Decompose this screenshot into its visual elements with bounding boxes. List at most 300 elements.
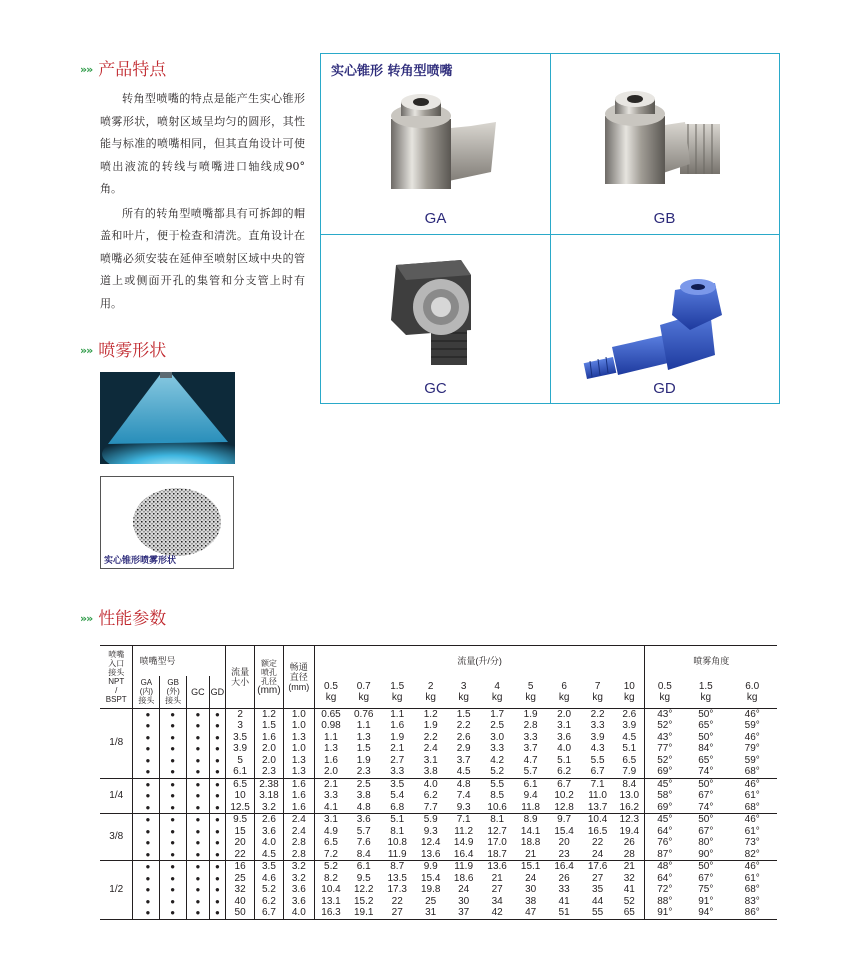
flow-cell: 1.3 [356, 731, 371, 743]
flow-cell: 12.7 [487, 825, 507, 837]
flow-cell: 7.9 [614, 766, 645, 778]
model-availability-dot: ● [160, 837, 187, 849]
angle-cell: 45° [657, 778, 673, 790]
model-availability-dot: ● [160, 814, 187, 826]
angle-cell: 45° [657, 814, 673, 825]
orifice-cell: 4.0 [255, 837, 284, 849]
section-title-text: 产品特点 [98, 60, 167, 80]
angle-cell: 74° [698, 766, 714, 777]
size-cell: 6.1 [226, 766, 255, 778]
model-availability-dot: ● [209, 873, 225, 885]
flow-cell: 9.5 [356, 872, 371, 884]
angle-cell: 43° [657, 708, 673, 720]
table-row [100, 907, 777, 919]
header-gd: GD [209, 676, 225, 708]
table-row [100, 732, 777, 744]
model-availability-dot: ● [133, 766, 160, 778]
angle-cell: 65° [698, 720, 714, 731]
flow-cell: 2.2 [423, 731, 438, 743]
flow-cell: 18.6 [453, 872, 474, 884]
flow-cell: 8.7 [390, 861, 405, 872]
angle-cell: 72° [657, 884, 673, 895]
angle-cell: 87° [657, 848, 673, 860]
flow-cell: 8.1 [490, 814, 505, 825]
size-cell: 9.5 [226, 814, 255, 826]
header-model: 喷嘴型号 [133, 646, 226, 677]
flow-cell: 55 [592, 907, 604, 918]
model-availability-dot: ● [160, 708, 187, 720]
angle-cell: 46° [744, 731, 760, 743]
flow-cell: 5.7 [356, 825, 371, 837]
model-availability-dot: ● [160, 743, 187, 755]
header-ga: GA (内) 接头 [133, 676, 160, 708]
nozzle-gb-image [550, 54, 779, 234]
model-availability-dot: ● [160, 802, 187, 814]
model-availability-dot: ● [133, 873, 160, 885]
angle-cell: 68° [744, 766, 760, 777]
flow-cell: 4.8 [456, 778, 471, 790]
flow-cell: 31 [425, 907, 437, 918]
flow-cell: 37 [458, 907, 470, 918]
flow-cell: 47 [525, 907, 537, 918]
inlet-size-cell: 1/4 [100, 778, 133, 814]
header-flow-pressure: 5 kg [525, 680, 536, 703]
passage-cell: 3.2 [283, 873, 314, 885]
table-row [100, 837, 777, 849]
angle-cell: 67° [698, 825, 714, 837]
passage-cell: 1.0 [283, 720, 314, 732]
angle-cell: 65° [698, 754, 714, 766]
model-availability-dot: ● [133, 778, 160, 790]
angle-cell: 46° [744, 708, 760, 720]
model-availability-dot: ● [133, 802, 160, 814]
product-gb [550, 54, 779, 234]
passage-cell: 1.6 [283, 778, 314, 790]
flow-cell: 5.1 [557, 754, 572, 766]
flow-cell: 1.9 [390, 731, 405, 743]
angle-cell: 75° [698, 884, 714, 895]
section-arrows-icon: »» [80, 344, 93, 357]
flow-cell: 13.5 [387, 872, 407, 884]
header-angle-pressure: 1.5 kg [698, 680, 713, 703]
flow-cell: 10.8 [387, 837, 407, 848]
flow-cell: 3.7 [456, 754, 471, 766]
model-availability-dot: ● [133, 755, 160, 767]
flow-cell: 4.3 [590, 743, 605, 754]
section-title-features [80, 55, 166, 80]
angle-cell: 50° [698, 778, 714, 790]
flow-cell: 2.6 [456, 731, 471, 743]
flow-cell: 5.1 [614, 743, 645, 755]
orifice-cell: 2.0 [255, 755, 284, 767]
flow-cell: 18.7 [487, 848, 507, 860]
angle-cell: 59° [744, 754, 760, 766]
flow-cell: 2.4 [423, 743, 438, 754]
model-availability-dot: ● [187, 884, 210, 896]
model-availability-dot: ● [160, 790, 187, 802]
flow-cell: 4.9 [324, 825, 338, 837]
header-inlet: 喷嘴 入口 接头 NPT / BSPT [100, 646, 133, 709]
flow-cell: 23 [558, 848, 570, 860]
flow-cell: 3.1 [324, 814, 338, 825]
header-flow-pressure: 1.5 kg [390, 680, 405, 703]
product-grid [320, 53, 780, 404]
table-row [100, 743, 777, 755]
flow-cell: 8.5 [490, 790, 505, 801]
section-arrows-icon: »» [80, 612, 93, 625]
flow-cell: 7.7 [423, 801, 438, 813]
header-flow-pressure: 7 kg [592, 680, 603, 703]
flow-cell: 1.6 [390, 720, 405, 731]
angle-cell: 86° [744, 907, 760, 918]
spray-photo [100, 372, 235, 464]
angle-cell: 43° [657, 731, 673, 743]
header-passage: 畅通 直径 (mm) [283, 646, 314, 709]
product-gc [321, 235, 550, 403]
model-availability-dot: ● [133, 720, 160, 732]
flow-cell: 6.5 [324, 837, 338, 848]
header-orifice: 额定 喷孔 孔径 (mm) [255, 646, 284, 709]
angle-cell: 82° [744, 848, 760, 860]
angle-cell: 94° [698, 907, 714, 918]
model-availability-dot: ● [160, 766, 187, 778]
passage-cell: 2.4 [283, 814, 314, 826]
angle-cell: 90° [698, 848, 714, 860]
model-availability-dot: ● [160, 896, 187, 908]
flow-cell: 14.9 [453, 837, 474, 848]
flow-cell: 5.5 [490, 778, 505, 790]
table-row [100, 790, 777, 802]
flow-cell: 3.1 [423, 754, 438, 766]
model-availability-dot: ● [160, 907, 187, 919]
angle-cell: 69° [657, 766, 673, 777]
angle-cell: 50° [698, 814, 714, 825]
model-availability-dot: ● [133, 708, 160, 720]
flow-cell: 17.6 [587, 861, 608, 872]
flow-cell: 5.7 [523, 766, 538, 777]
model-availability-dot: ● [133, 849, 160, 861]
table-row [100, 849, 777, 861]
flow-cell: 24 [525, 872, 537, 884]
size-cell: 40 [226, 896, 255, 908]
flow-cell: 42 [491, 907, 503, 918]
model-availability-dot: ● [160, 873, 187, 885]
flow-cell: 2.1 [390, 743, 405, 754]
flow-cell: 33 [558, 884, 570, 895]
angle-cell: 61° [744, 825, 760, 837]
flow-cell: 8.2 [324, 872, 338, 884]
angle-cell: 69° [657, 801, 673, 813]
flow-cell: 7.2 [324, 848, 338, 860]
flow-cell: 2.1 [324, 778, 338, 790]
flow-cell: 15.4 [554, 825, 574, 837]
flow-cell: 41 [558, 895, 570, 907]
model-availability-dot: ● [187, 708, 210, 720]
passage-cell: 3.2 [283, 861, 314, 873]
orifice-cell: 3.6 [255, 826, 284, 838]
angle-cell: 46° [744, 814, 760, 825]
inlet-size-cell: 3/8 [100, 814, 133, 861]
model-availability-dot: ● [160, 826, 187, 838]
flow-cell: 11.9 [387, 848, 407, 860]
flow-cell: 1.1 [356, 720, 371, 731]
model-availability-dot: ● [160, 884, 187, 896]
table-row [100, 873, 777, 885]
flow-cell: 3.3 [490, 743, 505, 754]
flow-cell: 9.3 [423, 825, 438, 837]
model-availability-dot: ● [133, 896, 160, 908]
angle-cell: 48° [657, 861, 673, 872]
spray-pattern-caption: 实心锥形喷雾形状 [104, 556, 177, 566]
passage-cell: 2.8 [283, 837, 314, 849]
angle-cell: 68° [744, 801, 760, 813]
flow-cell: 10.2 [554, 790, 574, 801]
flow-cell: 26 [614, 837, 645, 849]
model-availability-dot: ● [209, 708, 225, 720]
model-availability-dot: ● [160, 732, 187, 744]
nozzle-ga-image [321, 54, 550, 234]
flow-cell: 16.2 [614, 802, 645, 814]
angle-cell: 64° [657, 825, 673, 837]
flow-cell: 5.1 [390, 814, 405, 825]
flow-cell: 17.3 [387, 884, 407, 895]
flow-cell: 27 [592, 872, 604, 884]
table-row [100, 861, 777, 873]
flow-cell: 24 [592, 848, 604, 860]
product-label-gb: GB [653, 210, 676, 227]
size-cell: 15 [226, 826, 255, 838]
section-title-performance [80, 604, 166, 629]
product-grid-title: 实心锥形 转角型喷嘴 [331, 64, 453, 79]
flow-cell: 2.7 [390, 754, 405, 766]
spray-pattern [100, 476, 234, 569]
flow-cell: 2.2 [456, 720, 471, 731]
flow-cell: 4.1 [324, 801, 338, 813]
section-title-text: 喷雾形状 [98, 341, 167, 361]
size-cell: 22 [226, 849, 255, 861]
features-text [100, 88, 305, 315]
table-row [100, 884, 777, 896]
flow-cell: 16.4 [453, 848, 474, 860]
flow-cell: 2.2 [590, 708, 605, 720]
size-cell: 2 [226, 708, 255, 720]
model-availability-dot: ● [187, 720, 210, 732]
spray-cone-image [100, 372, 235, 464]
model-availability-dot: ● [209, 720, 225, 732]
flow-cell: 1.2 [423, 708, 438, 720]
flow-cell: 28 [614, 849, 645, 861]
model-availability-dot: ● [133, 826, 160, 838]
size-cell: 50 [226, 907, 255, 919]
model-availability-dot: ● [209, 849, 225, 861]
angle-cell: 84° [698, 743, 714, 754]
flow-cell: 52 [614, 896, 645, 908]
angle-cell: 67° [698, 790, 714, 801]
size-cell: 3.9 [226, 743, 255, 755]
model-availability-dot: ● [209, 861, 225, 873]
flow-cell: 5.4 [390, 790, 405, 801]
size-cell: 3 [226, 720, 255, 732]
passage-cell: 1.6 [283, 802, 314, 814]
model-availability-dot: ● [209, 790, 225, 802]
flow-cell: 1.1 [390, 708, 405, 720]
angle-cell: 46° [744, 778, 760, 790]
angle-cell: 64° [657, 872, 673, 884]
flow-cell: 21 [525, 848, 537, 860]
flow-cell: 12.4 [420, 837, 441, 848]
orifice-cell: 1.5 [255, 720, 284, 732]
performance-table [100, 645, 777, 920]
flow-cell: 3.9 [590, 731, 605, 743]
flow-cell: 7.1 [590, 778, 605, 790]
flow-cell: 3.6 [356, 814, 371, 825]
model-availability-dot: ● [187, 873, 210, 885]
flow-cell: 6.7 [590, 766, 605, 777]
flow-cell: 9.7 [557, 814, 572, 825]
angle-cell: 74° [698, 801, 714, 813]
flow-cell: 41 [614, 884, 645, 896]
features-paragraph-2: 所有的转角型喷嘴都具有可拆卸的帽盖和叶片，便于检查和清洗。直角设计在喷嘴必须安装在延伸至喷射区域中央的管道上或侧面开孔的集管和分支管上时有用。 [100, 206, 305, 310]
passage-cell: 3.6 [283, 896, 314, 908]
header-flow-pressure: 10 kg [614, 676, 645, 708]
angle-cell: 79° [744, 743, 760, 754]
angle-cell: 67° [698, 872, 714, 884]
angle-cell: 52° [657, 754, 673, 766]
model-availability-dot: ● [187, 896, 210, 908]
header-flow-pressure: 3 kg [458, 680, 469, 703]
model-availability-dot: ● [133, 884, 160, 896]
flow-cell: 2.8 [523, 720, 538, 731]
flow-cell: 7.4 [456, 790, 471, 801]
model-availability-dot: ● [209, 802, 225, 814]
size-cell: 6.5 [226, 778, 255, 790]
table-row [100, 720, 777, 732]
flow-cell: 15.2 [353, 895, 374, 907]
flow-cell: 10.6 [487, 801, 507, 813]
flow-cell: 19.1 [353, 907, 374, 918]
flow-cell: 9.4 [523, 790, 538, 801]
orifice-cell: 1.2 [255, 708, 284, 720]
header-flow-pressure: 0.7 kg [356, 680, 371, 703]
model-availability-dot: ● [187, 743, 210, 755]
size-cell: 20 [226, 837, 255, 849]
model-availability-dot: ● [187, 732, 210, 744]
flow-cell: 12.2 [353, 884, 374, 895]
inlet-size-cell: 1/8 [100, 708, 133, 778]
flow-cell: 19.4 [614, 826, 645, 838]
table-row [100, 755, 777, 767]
flow-cell: 10.4 [321, 884, 341, 895]
flow-cell: 11.8 [521, 801, 540, 813]
model-availability-dot: ● [187, 778, 210, 790]
passage-cell: 4.0 [283, 907, 314, 919]
orifice-cell: 2.0 [255, 743, 284, 755]
flow-cell: 12.8 [554, 801, 574, 813]
flow-cell: 13.7 [587, 801, 608, 813]
flow-cell: 4.5 [614, 732, 645, 744]
flow-cell: 1.9 [356, 754, 371, 766]
flow-cell: 4.5 [456, 766, 471, 777]
flow-cell: 3.0 [490, 731, 505, 743]
header-flow-pressure: 2 kg [425, 680, 436, 703]
model-availability-dot: ● [160, 755, 187, 767]
size-cell: 32 [226, 884, 255, 896]
model-availability-dot: ● [187, 849, 210, 861]
flow-cell: 44 [592, 895, 604, 907]
flow-cell: 30 [458, 895, 470, 907]
product-gd [550, 235, 779, 403]
orifice-cell: 6.7 [255, 907, 284, 919]
passage-cell: 1.3 [283, 732, 314, 744]
size-cell: 12.5 [226, 802, 255, 814]
angle-cell: 50° [698, 731, 714, 743]
section-title-spray [80, 336, 166, 361]
section-arrows-icon: »» [80, 63, 93, 76]
passage-cell: 2.4 [283, 826, 314, 838]
flow-cell: 2.5 [356, 778, 371, 790]
passage-cell: 1.3 [283, 766, 314, 778]
flow-cell: 6.1 [356, 861, 371, 872]
flow-cell: 21 [491, 872, 503, 884]
flow-cell: 27 [491, 884, 503, 895]
flow-cell: 34 [491, 895, 503, 907]
model-availability-dot: ● [133, 732, 160, 744]
flow-cell: 7.6 [356, 837, 371, 848]
flow-cell: 13.1 [321, 895, 341, 907]
model-availability-dot: ● [209, 766, 225, 778]
model-availability-dot: ● [209, 884, 225, 896]
inlet-size-cell: 1/2 [100, 861, 133, 920]
flow-cell: 32 [614, 873, 645, 885]
flow-cell: 27 [391, 907, 403, 918]
flow-cell: 2.9 [456, 743, 471, 754]
header-size: 流量 大小 [226, 646, 255, 709]
flow-cell: 8.4 [356, 848, 371, 860]
size-cell: 25 [226, 873, 255, 885]
flow-cell: 1.3 [324, 743, 338, 754]
flow-cell: 3.7 [523, 743, 538, 754]
angle-cell: 52° [657, 720, 673, 731]
flow-cell: 0.76 [353, 708, 374, 720]
orifice-cell: 4.6 [255, 873, 284, 885]
flow-cell: 1.5 [356, 743, 371, 754]
section-title-text: 性能参数 [98, 609, 167, 629]
orifice-cell: 5.2 [255, 884, 284, 896]
flow-cell: 4.0 [557, 743, 572, 754]
flow-cell: 18.8 [520, 837, 541, 848]
flow-cell: 65 [614, 907, 645, 919]
angle-cell: 80° [698, 837, 714, 848]
model-availability-dot: ● [133, 814, 160, 826]
flow-cell: 3.3 [324, 790, 338, 801]
table-row [100, 766, 777, 778]
model-availability-dot: ● [187, 802, 210, 814]
product-label-gc: GC [424, 380, 447, 397]
flow-cell: 6.5 [614, 755, 645, 767]
model-availability-dot: ● [209, 826, 225, 838]
orifice-cell: 3.5 [255, 861, 284, 873]
model-availability-dot: ● [187, 766, 210, 778]
flow-cell: 3.5 [390, 778, 405, 790]
flow-cell: 22 [391, 895, 403, 907]
header-angle-pressure: 6.0 kg [745, 680, 760, 703]
angle-cell: 68° [744, 884, 760, 895]
flow-cell: 6.7 [557, 778, 572, 790]
header-angle: 喷雾角度 [693, 656, 730, 666]
flow-cell: 24 [458, 884, 470, 895]
header-flow-pressure: 6 kg [558, 680, 570, 703]
table-row [100, 708, 777, 720]
